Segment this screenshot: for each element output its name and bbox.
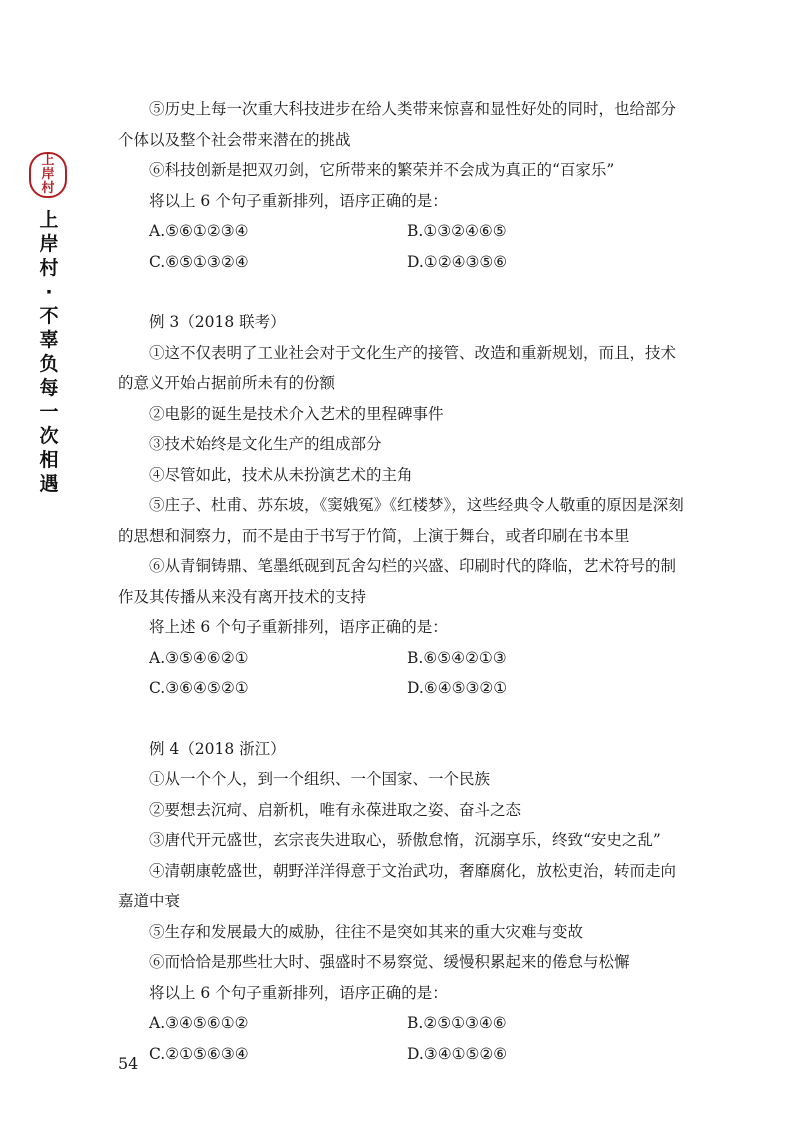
- slogan-char: 不: [39, 305, 59, 327]
- option-b: B.②⑤①③④⑥: [407, 1014, 507, 1032]
- slogan-char: 次: [39, 425, 59, 447]
- sentence: ②电影的诞生是技术介入艺术的里程碑事件: [149, 404, 444, 423]
- sentence: ⑥从青铜铸鼎、笔墨纸砚到瓦舍勾栏的兴盛、印刷时代的降临，艺术符号的制作及其传播从来没有离开技术的支持: [118, 557, 677, 606]
- sentence: ②要想去沉疴、启新机，唯有永葆进取之姿、奋斗之态: [149, 800, 522, 819]
- slogan-vertical: [25, 208, 73, 496]
- options-row: [118, 643, 688, 674]
- option-d: D.③④①⑤②⑥: [407, 1044, 508, 1063]
- slogan-char: 辜: [39, 329, 59, 351]
- sidebar: [25, 152, 77, 496]
- slogan-char: ·: [45, 281, 53, 303]
- sentence: ⑥科技创新是把双刃剑，它所带来的繁荣并不会成为真正的“百家乐”: [149, 161, 615, 179]
- options-row: [118, 1008, 688, 1039]
- seal-char: 上: [41, 153, 55, 168]
- slogan-char: 遇: [39, 473, 59, 495]
- sentence: ①这不仅表明了工业社会对于文化生产的接管、改造和重新规划，而且，技术的意义开始占据前所未有的份额: [118, 343, 677, 392]
- option-c: C.②①⑤⑥③④: [149, 1044, 249, 1063]
- slogan-char: 负: [39, 353, 59, 375]
- sentence: ③唐代开元盛世，玄宗丧失进取心，骄傲怠惰，沉溺享乐，终致“安史之乱”: [149, 831, 661, 849]
- option-a: A.⑤⑥①②③④: [149, 222, 249, 240]
- slogan-char: 每: [39, 377, 59, 399]
- slogan-char: 相: [39, 449, 59, 471]
- seal-char: 村: [41, 181, 55, 196]
- page-number: 54: [118, 1054, 139, 1073]
- sentence: ④清朝康乾盛世，朝野洋洋得意于文治武功，奢靡腐化，放松吏治，转而走向嘉道中衰: [118, 861, 677, 910]
- slogan-char: 上: [39, 209, 59, 231]
- option-c: C.③⑥④⑤②①: [149, 679, 249, 697]
- question-prompt: 将上述 6 个句子重新排列，语序正确的是：: [149, 618, 448, 636]
- options-row: [118, 216, 688, 247]
- example-title: 例 3（2018 联考）: [149, 313, 286, 331]
- slogan-char: 岸: [39, 233, 59, 255]
- slogan-char: 一: [39, 401, 59, 423]
- option-a: A.③⑤④⑥②①: [149, 648, 249, 667]
- seal-char: 岸: [41, 167, 55, 182]
- sentence: ③技术始终是文化生产的组成部分: [149, 435, 382, 453]
- option-b: B.⑥⑤④②①③: [407, 648, 507, 667]
- options-row: [118, 247, 688, 278]
- option-c: C.⑥⑤①③②④: [149, 252, 249, 271]
- option-b: B.①③②④⑥⑤: [407, 222, 507, 240]
- option-d: D.⑥④⑤③②①: [407, 679, 508, 697]
- question-prompt: 将以上 6 个句子重新排列，语序正确的是：: [149, 191, 448, 210]
- option-a: A.③④⑤⑥①②: [149, 1014, 249, 1032]
- options-row: [118, 673, 688, 704]
- brand-seal: [29, 152, 67, 198]
- page-content: [118, 94, 688, 1069]
- sentence: ⑤生存和发展最大的威胁，往往不是突如其来的重大灾难与变故: [149, 922, 584, 941]
- option-d: D.①②④③⑤⑥: [407, 252, 508, 271]
- example-title: 例 4（2018 浙江）: [149, 739, 286, 758]
- options-row: [118, 1039, 688, 1070]
- sentence: ①从一个个人，到一个组织、一个国家、一个民族: [149, 770, 491, 788]
- slogan-char: 村: [39, 257, 59, 279]
- sentence: ⑤庄子、杜甫、苏东坡，《窦娥冤》《红楼梦》，这些经典令人敬重的原因是深刻的思想和洞察力，而不是由于书写于竹简，上演于舞台，或者印刷在书本里: [118, 496, 684, 545]
- sentence: ⑥而恰恰是那些壮大时、强盛时不易察觉、缓慢积累起来的倦怠与松懈: [149, 953, 630, 971]
- sentence: ⑤历史上每一次重大科技进步在给人类带来惊喜和显性好处的同时，也给部分个体以及整个社会带来潜在的挑战: [118, 100, 677, 149]
- sentence: ④尽管如此，技术从未扮演艺术的主角: [149, 465, 413, 484]
- question-prompt: 将以上 6 个句子重新排列，语序正确的是：: [149, 983, 448, 1002]
